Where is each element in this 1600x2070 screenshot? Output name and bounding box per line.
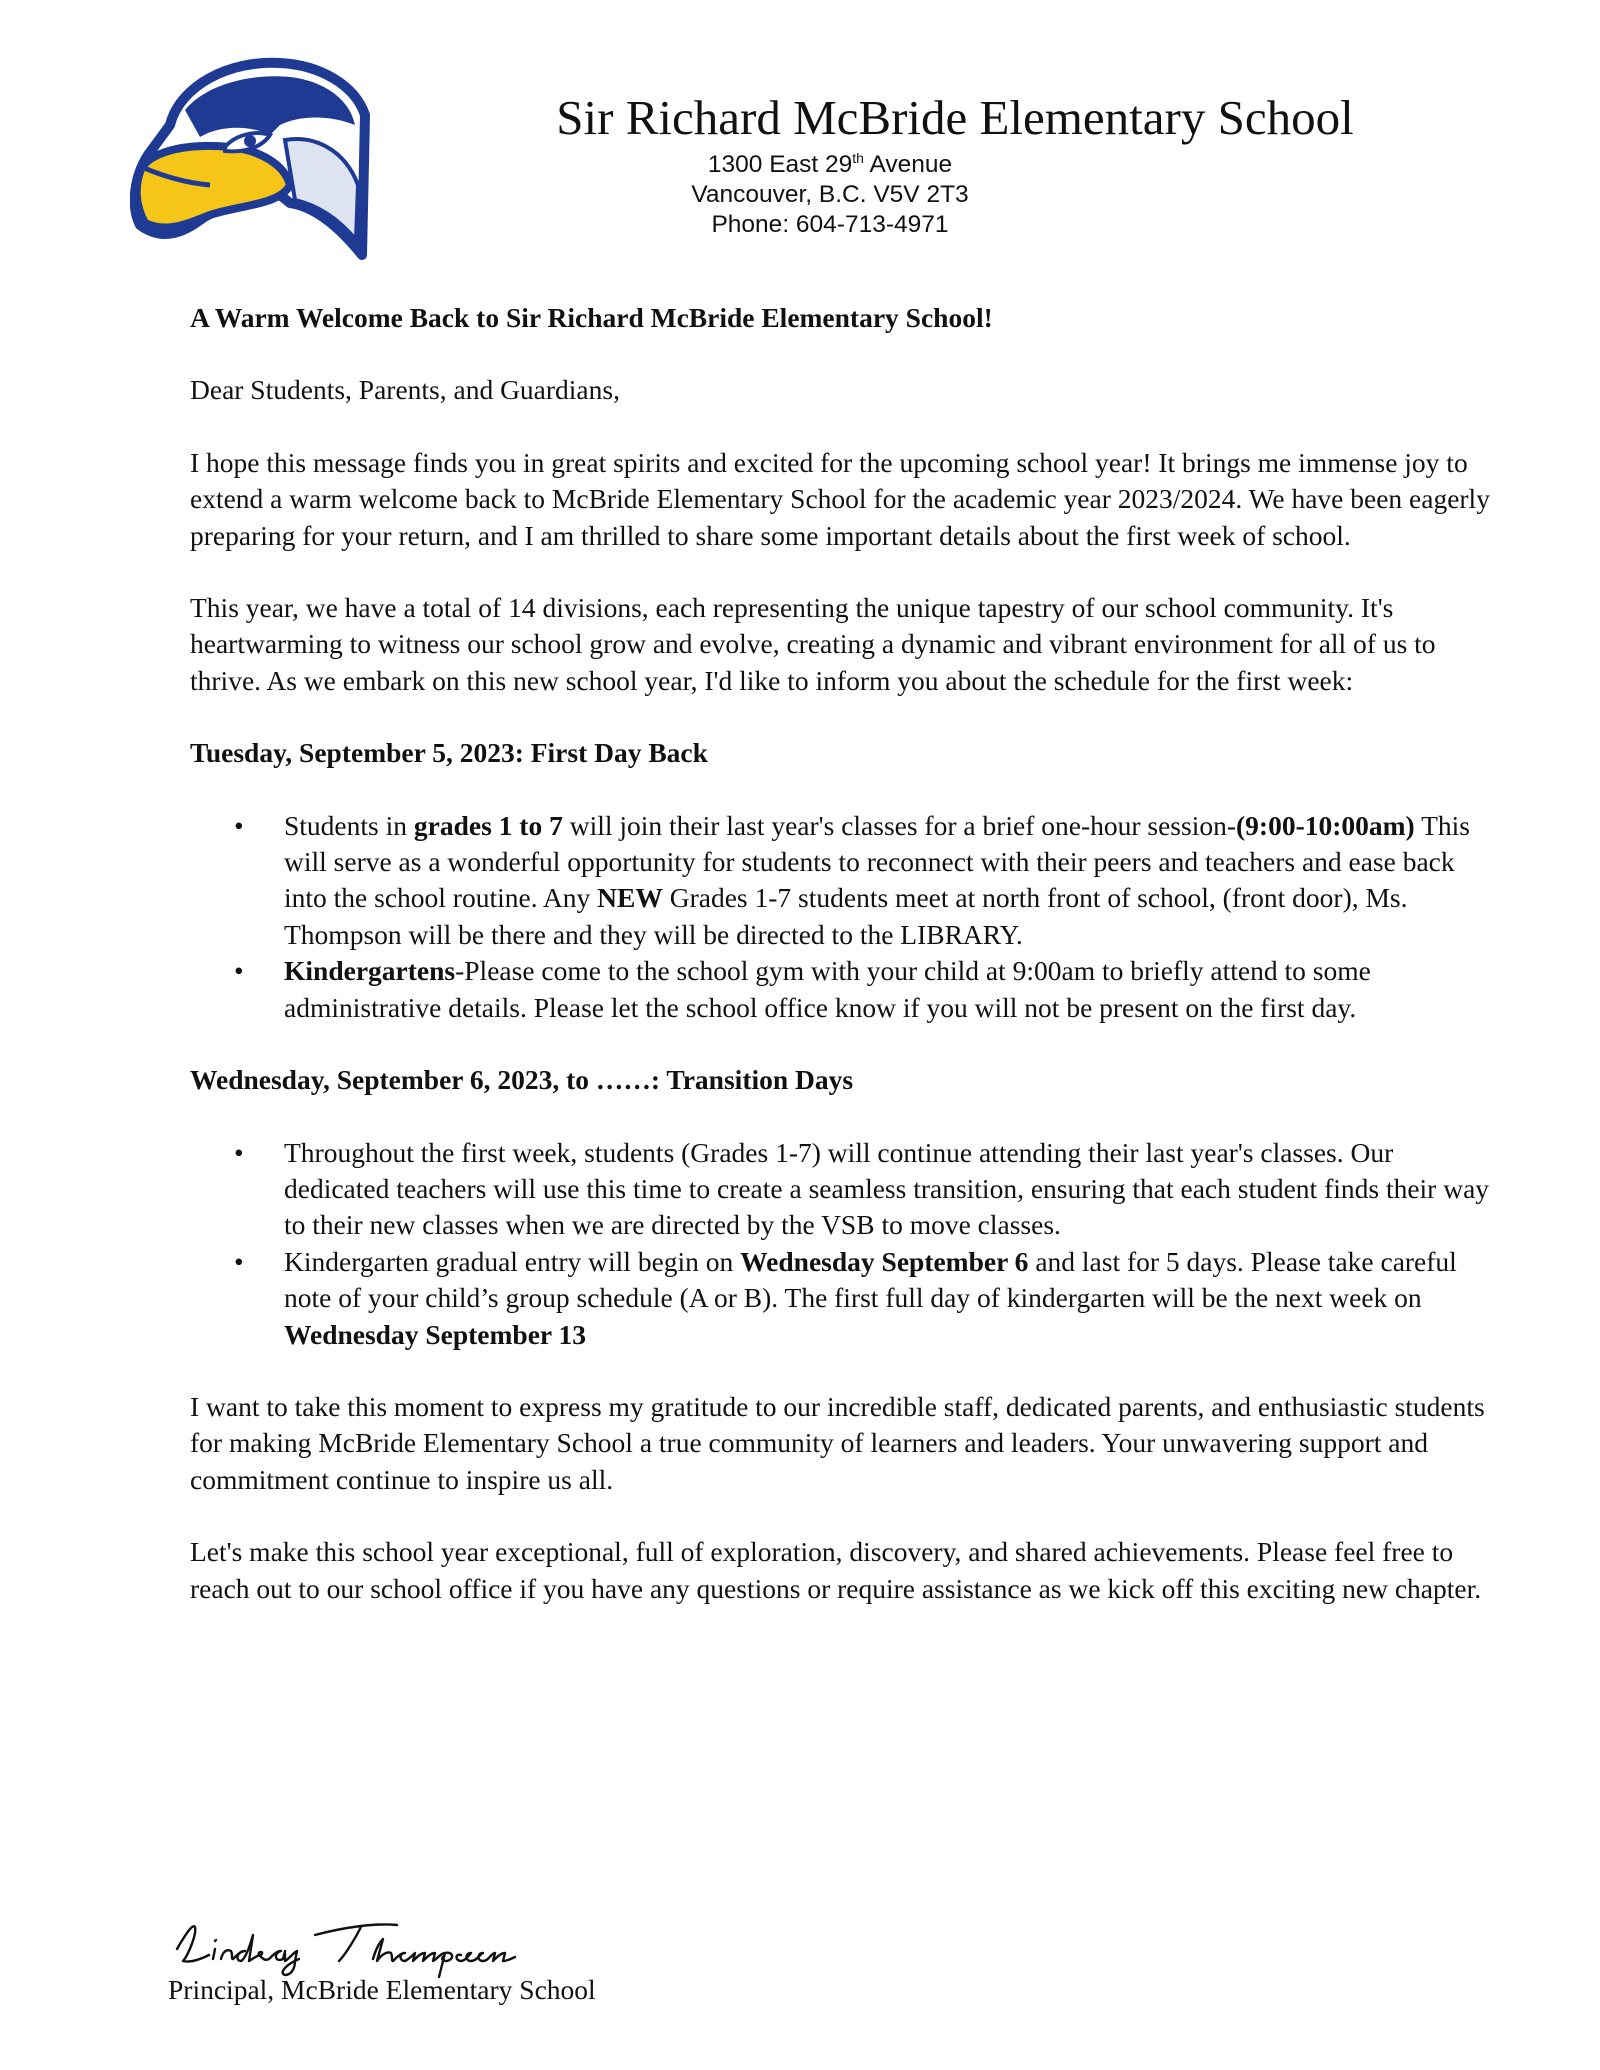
list-item: • Students in grades 1 to 7 will join their last year's classes for a brief one-hour session-(9:00-10:00am) This will serve as a wonderful opportunity for students to reconnect with their peers and teachers and ease back into the school routine. Any NEW Grades 1-7 students meet at north front of school, (front door), Ms. Thompson will be there and they will be directed to the LIBRARY. [234, 809, 1470, 950]
letter-paragraph-2: This year, we have a total of 14 divisions, each representing the unique tapestry of our school community. It's heartwarming to witness our school grow and evolve, creating a dynamic and vibrant environment for all of us to thrive. As we embark on this new school year, I'd like to inform you about the schedule for the first week: [190, 592, 1436, 696]
list-item: • Kindergarten gradual entry will begin on Wednesday September 6 and last for 5 days. Please take careful note of your child’s group schedule (A or B). The first full day of kindergarten will be the next week on Wednesday September 13 [234, 1245, 1457, 1350]
letter-paragraph-3: I want to take this moment to express my gratitude to our incredible staff, dedicated parents, and enthusiastic students for making McBride Elementary School a true community of learners and leaders. Your unwavering support and commitment continue to inspire us all. [190, 1390, 1485, 1495]
bullet-icon: • [234, 1245, 244, 1277]
section-heading-transition-days: Wednesday, September 6, 2023, to ……: Transition Days [190, 1064, 854, 1096]
first-day-list [190, 808, 1500, 1026]
letter-body [190, 300, 1500, 1643]
school-name: Sir Richard McBride Elementary School [556, 90, 1354, 145]
eagle-head-logo-icon [130, 55, 370, 270]
address-city: Vancouver, B.C. V5V 2T3 [691, 181, 969, 208]
section-heading-first-day: Tuesday, September 5, 2023: First Day Back [190, 737, 708, 769]
bullet-icon: • [234, 955, 244, 987]
school-address [550, 150, 1110, 240]
bullet-icon: • [234, 1136, 244, 1168]
list-item: • Kindergartens-Please come to the school gym with your child at 9:00am to briefly attend to some administrative details. Please let the school office know if you will not be present on the first day. [234, 955, 1371, 1023]
transition-days-list [190, 1135, 1500, 1353]
letter-title: A Warm Welcome Back to Sir Richard McBride Elementary School! [190, 302, 993, 333]
letter-paragraph-1: I hope this message finds you in great spirits and excited for the upcoming school year! It brings me immense joy to extend a warm welcome back to McBride Elementary School for the academic year 2023/2024. We have been eagerly preparing for your return, and I am thrilled to share some important details about the first week of school. [190, 446, 1490, 551]
list-item: • Throughout the first week, students (Grades 1-7) will continue attending their last year's classes. Our dedicated teachers will use this time to create a seamless transition, ensuring that each student finds their way to their new classes when we are directed by the VSB to move classes. [234, 1136, 1490, 1241]
letter-paragraph-4: Let's make this school year exceptional, full of exploration, discovery, and shared achievements. Please feel free to reach out to our school office if you have any questions or require assistance as we kick off this exciting new chapter. [190, 1536, 1482, 1604]
address-street: 1300 East 29th Avenue [707, 149, 953, 178]
bullet-icon: • [234, 809, 244, 841]
address-phone: Phone: 604-713-4971 [711, 211, 949, 238]
letter-greeting: Dear Students, Parents, and Guardians, [190, 374, 620, 406]
signature-title: Principal, McBride Elementary School [168, 1974, 596, 2005]
